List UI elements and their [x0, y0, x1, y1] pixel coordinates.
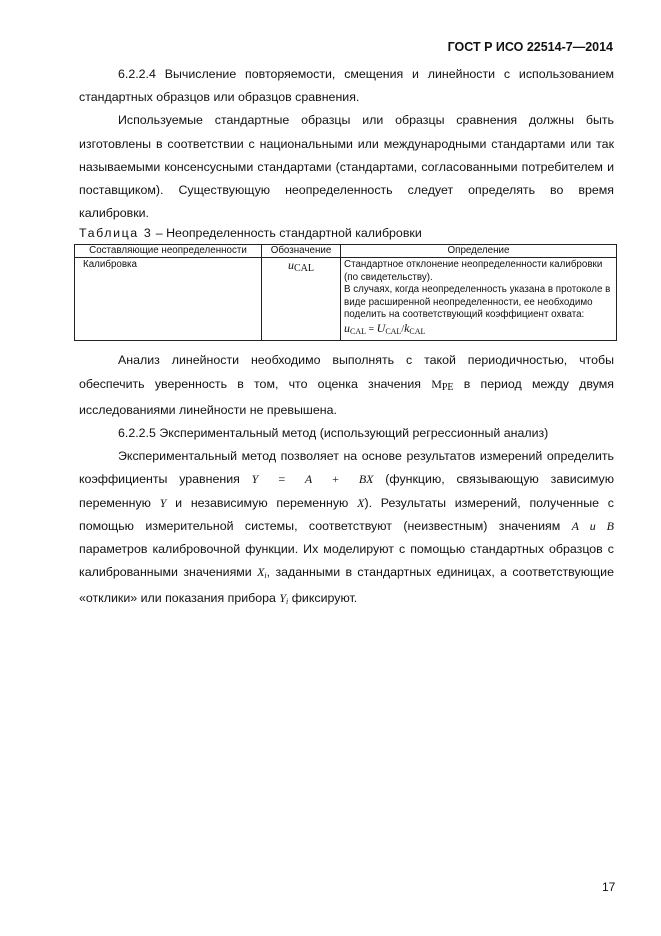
- table-caption-text: Неопределенность стандартной калибровки: [166, 226, 422, 241]
- cell-symbol: uCAL: [262, 258, 341, 341]
- section-heading-6-2-2-4: 6.2.2.4 Вычисление повторяемости, смещения и линейности с использованием стандартных образцов или образцов сравнения.: [79, 67, 614, 105]
- column-header-component: Составляющие неопределенности: [75, 245, 262, 258]
- definition-line: Стандартное отклонение неопределенности калибровки (по свидетельству).: [344, 259, 603, 283]
- page-number: 17: [602, 880, 616, 894]
- definition-line: В случаях, когда неопределенность указана в протоколе в виде расширенной неопределенности, ее необходимо поделить на соответствующий коэффициент охвата:: [344, 284, 611, 321]
- table-row: [75, 258, 617, 341]
- table-caption: Таблица 3 – Неопределенность стандартной калибровки: [79, 226, 422, 241]
- section-heading-6-2-2-5: 6.2.2.5 Экспериментальный метод (использующий регрессионный анализ): [118, 426, 549, 441]
- uncertainty-table: [74, 244, 617, 341]
- definition-formula: $u_{CAL} = U_{CAL}/k_{CAL}$: [344, 320, 426, 336]
- table-caption-label: Таблица 3: [79, 226, 153, 241]
- column-header-definition: Определение: [341, 245, 617, 258]
- table-header-row: [75, 245, 617, 258]
- cell-component: Калибровка: [75, 258, 262, 341]
- document-header: ГОСТ Р ИСО 22514-7—2014: [447, 40, 613, 54]
- reference-materials-paragraph: Используемые стандартные образцы или образцы сравнения должны быть изготовлены в соответствии с национальными или международными стандартами или так называемыми консенсусными стандартами (стандартами, согласованными потребителем и поставщиком). Существующую неопределенность следует определять во время калибровки.: [79, 113, 614, 221]
- page-body: [79, 63, 614, 614]
- column-header-symbol: Обозначение: [262, 245, 341, 258]
- experimental-method-paragraph: Экспериментальный метод позволяет на основе результатов измерений определить коэффициенты уравнения Y = A + BX (функцию, связывающую зависимую переменную Y и независимую переменную X). Результаты измерений, полученные с помощью измерительной системы, соответствуют (неизвестным) значениям A и B параметров калибровочной функции. Их моделируют с помощью стандартных образцов с калиброванными значениями $X_i$, заданными в стандартных единицах, а соответствующие «отклики» или показания прибора $Y_i$ фиксируют.: [79, 449, 615, 607]
- linearity-paragraph: Анализ линейности необходимо выполнять с такой периодичностью, чтобы обеспечить уверенность в том, что оценка значения $M_{PE}$ в период между двумя исследованиями линейности не превышена.: [79, 353, 614, 417]
- cell-definition: [341, 258, 617, 341]
